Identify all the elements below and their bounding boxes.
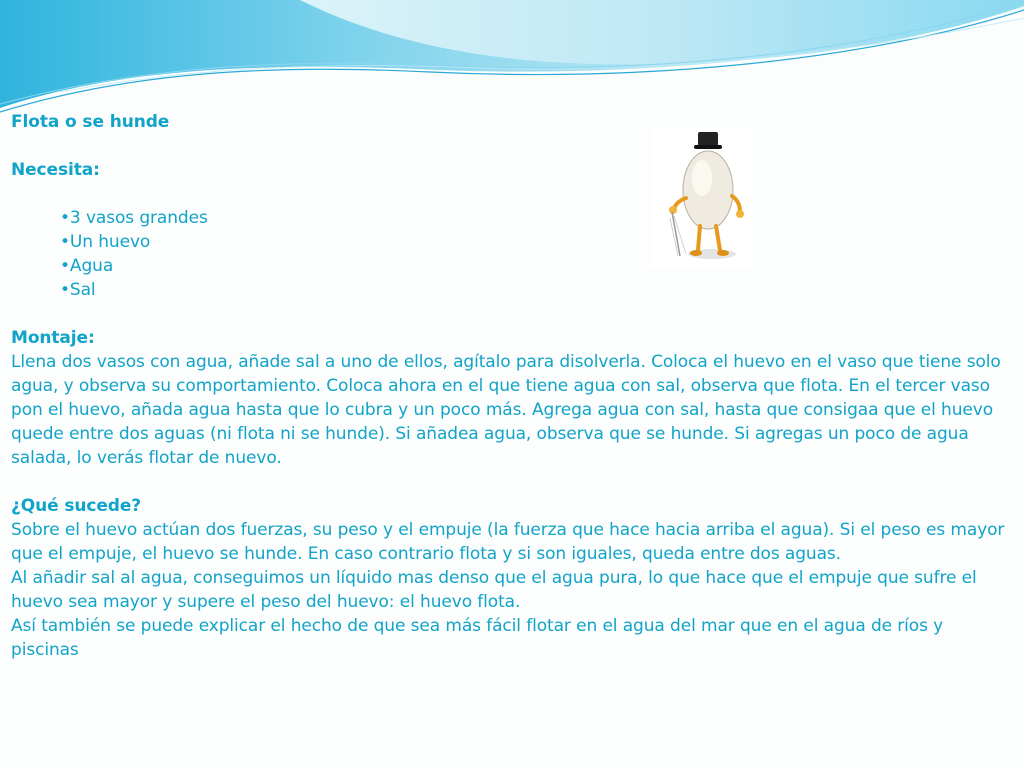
egg-character-icon [650,128,752,268]
result-heading: ¿Qué sucede? [11,496,142,516]
list-item: •3 vasos grandes [60,208,208,228]
list-item: •Sal [60,280,96,300]
list-item: •Agua [60,256,114,276]
result-paragraph: Sobre el huevo actúan dos fuerzas, su peso y el empuje (la fuerza que hace hacia arriba el agua). Si el peso es mayor que el empuje, el huevo se hunde. En caso contrario flota y si son iguales, queda entre dos aguas. [11,520,1005,564]
assembly-paragraph: Llena dos vasos con agua, añade sal a uno de ellos, agítalo para disolverla. Coloca el huevo en el vaso que tiene solo agua, y observa su comportamiento. Coloca ahora en el que tiene agua con sal, observa que flota. En el tercer vaso pon el huevo, añada agua hasta que lo cubra y un poco más. Agrega agua con sal, hasta que consigaa que el huevo quede entre dos aguas (ni flota ni se hunde). Si añadea agua, observa que se hunde. Si agregas un poco de agua salada, lo verás flotar de nuevo. [11,352,1001,468]
assembly-heading: Montaje: [11,328,95,348]
result-paragraph: Al añadir sal al agua, conseguimos un líquido mas denso que el agua pura, lo que hace que el empuje que sufre el huevo sea mayor y supere el peso del huevo: el huevo flota. [11,568,977,612]
materials-list [11,206,1015,302]
slide-body [11,110,1015,662]
materials-heading: Necesita: [11,160,100,180]
header-wave-decoration [0,0,1024,120]
slide-title: Flota o se hunde [11,112,170,132]
result-paragraph: Así también se puede explicar el hecho de que sea más fácil flotar en el agua del mar que en el agua de ríos y piscinas [11,616,944,660]
list-item: •Un huevo [60,232,151,252]
